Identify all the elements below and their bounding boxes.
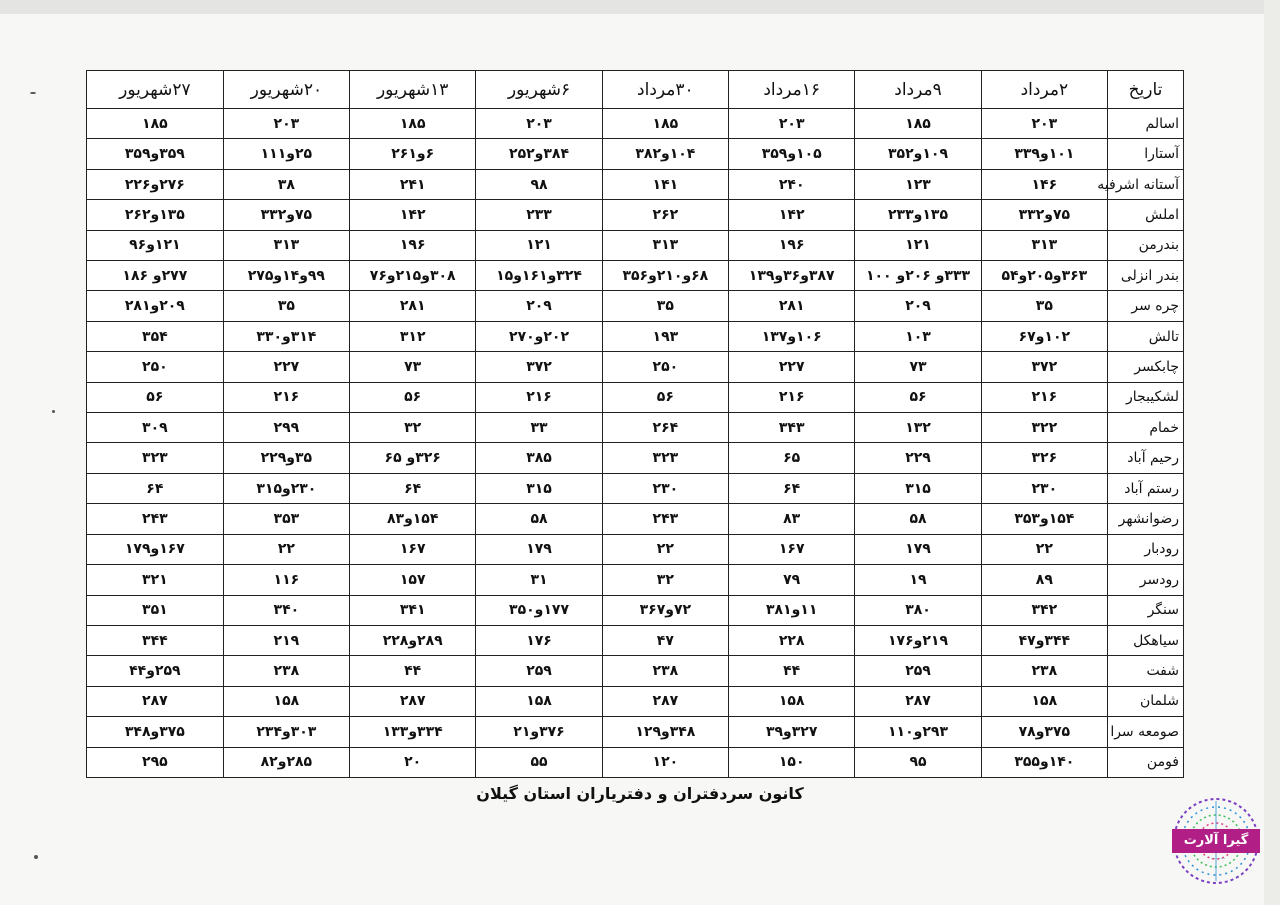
value-cell: ۳۵۱ (87, 595, 224, 625)
value-cell: ۲۴۱ (350, 169, 476, 199)
value-cell: ۳۵ (981, 291, 1107, 321)
value-cell: ۱۰۱و۳۳۹ (981, 139, 1107, 169)
value-cell: ۳۳۳و ۲۰۶و ۱۰۰ (855, 261, 981, 291)
city-cell: آستانه اشرفیه (1108, 169, 1184, 199)
value-cell: ۲۷۶و۲۲۶ (87, 169, 224, 199)
value-cell: ۱۲۰ (602, 747, 728, 777)
value-cell: ۳۱۳ (223, 230, 349, 260)
value-cell: ۱۴۲ (350, 200, 476, 230)
value-cell: ۲۱۹و۱۷۶ (855, 625, 981, 655)
value-cell: ۳۴۱ (350, 595, 476, 625)
value-cell: ۱۸۵ (602, 109, 728, 139)
value-cell: ۱۲۱و۹۶ (87, 230, 224, 260)
value-cell: ۱۰۶و۱۳۷ (729, 321, 855, 351)
date-header: ۳۰مرداد (602, 71, 728, 109)
value-cell: ۳۰۹ (87, 413, 224, 443)
table-row (87, 686, 1184, 716)
logo-text: گیرا آلارت (1172, 829, 1260, 853)
value-cell: ۱۰۲و۶۷ (981, 321, 1107, 351)
value-cell: ۱۷۶ (476, 625, 602, 655)
value-cell: ۱۹۳ (602, 321, 728, 351)
value-cell: ۷۹ (729, 565, 855, 595)
value-cell: ۳۷۵و۳۴۸ (87, 717, 224, 747)
value-cell: ۶۴ (87, 473, 224, 503)
value-cell: ۱۳۲ (855, 413, 981, 443)
value-cell: ۱۰۳ (855, 321, 981, 351)
city-cell: خمام (1108, 413, 1184, 443)
city-cell: فومن (1108, 747, 1184, 777)
value-cell: ۱۵۴و۸۳ (350, 504, 476, 534)
value-cell: ۲۳۰ (981, 473, 1107, 503)
value-cell: ۲۸۱ (729, 291, 855, 321)
value-cell: ۲۸۷ (350, 686, 476, 716)
city-cell: رودسر (1108, 565, 1184, 595)
value-cell: ۱۴۱ (602, 169, 728, 199)
value-cell: ۱۶۷ (350, 534, 476, 564)
city-cell: شفت (1108, 656, 1184, 686)
value-cell: ۳۱۳ (981, 230, 1107, 260)
value-cell: ۱۵۸ (981, 686, 1107, 716)
table-row (87, 291, 1184, 321)
table-row (87, 504, 1184, 534)
value-cell: ۱۵۸ (476, 686, 602, 716)
value-cell: ۳۲۱ (87, 565, 224, 595)
city-cell: رودبار (1108, 534, 1184, 564)
value-cell: ۳۱ (476, 565, 602, 595)
value-cell: ۳۲۳ (87, 443, 224, 473)
value-cell: ۲۳۸ (223, 656, 349, 686)
city-cell: رضوانشهر (1108, 504, 1184, 534)
value-cell: ۳۴۰ (223, 595, 349, 625)
value-cell: ۳۵۹و۳۵۹ (87, 139, 224, 169)
value-cell: ۳۵ (223, 291, 349, 321)
value-cell: ۱۷۹ (476, 534, 602, 564)
value-cell: ۲۴۳ (602, 504, 728, 534)
value-cell: ۱۹۶ (350, 230, 476, 260)
city-cell: سیاهکل (1108, 625, 1184, 655)
value-cell: ۲۵۹ (855, 656, 981, 686)
value-cell: ۶۴ (350, 473, 476, 503)
city-cell: رستم آباد (1108, 473, 1184, 503)
value-cell: ۵۶ (855, 382, 981, 412)
value-cell: ۲۲۷ (223, 352, 349, 382)
value-cell: ۶۴ (729, 473, 855, 503)
value-cell: ۵۵ (476, 747, 602, 777)
value-cell: ۲۲ (602, 534, 728, 564)
date-header: ۶شهریور (476, 71, 602, 109)
table-row (87, 625, 1184, 655)
value-cell: ۲۱۶ (729, 382, 855, 412)
value-cell: ۱۰۴و۳۸۲ (602, 139, 728, 169)
value-cell: ۱۵۸ (223, 686, 349, 716)
footer-caption: کانون سردفتران و دفتریاران استان گیلان (476, 784, 804, 803)
value-cell: ۱۵۸ (729, 686, 855, 716)
city-cell: آستارا (1108, 139, 1184, 169)
value-cell: ۳۲۷و۳۹ (729, 717, 855, 747)
value-cell: ۲۱۹ (223, 625, 349, 655)
table-row (87, 109, 1184, 139)
city-cell: چره سر (1108, 291, 1184, 321)
value-cell: ۲۳۸ (602, 656, 728, 686)
value-cell: ۲۶۲ (602, 200, 728, 230)
value-cell: ۱۰۹و۳۵۲ (855, 139, 981, 169)
value-cell: ۳۰۸و۲۱۵و۷۶ (350, 261, 476, 291)
value-cell: ۲۵و۱۱۱ (223, 139, 349, 169)
value-cell: ۳۵و۲۲۹ (223, 443, 349, 473)
value-cell: ۳۱۴و۳۳۰ (223, 321, 349, 351)
scan-top-edge (0, 0, 1280, 14)
value-cell: ۹۵ (855, 747, 981, 777)
value-cell: ۲۴۰ (729, 169, 855, 199)
value-cell: ۱۶۷ (729, 534, 855, 564)
value-cell: ۷۳ (855, 352, 981, 382)
value-cell: ۱۵۴و۳۵۳ (981, 504, 1107, 534)
value-cell: ۲۵۰ (602, 352, 728, 382)
value-cell: ۲۰۹و۲۸۱ (87, 291, 224, 321)
value-cell: ۷۵و۳۳۲ (223, 200, 349, 230)
value-cell: ۲۸۷ (87, 686, 224, 716)
value-cell: ۳۶۳و۲۰۵و۵۴ (981, 261, 1107, 291)
table-row (87, 169, 1184, 199)
value-cell: ۶و۲۶۱ (350, 139, 476, 169)
value-cell: ۶۸و۲۱۰و۳۵۶ (602, 261, 728, 291)
value-cell: ۴۷ (602, 625, 728, 655)
table-row (87, 200, 1184, 230)
value-cell: ۷۵و۳۳۲ (981, 200, 1107, 230)
value-cell: ۱۴۲ (729, 200, 855, 230)
date-header: ۱۳شهریور (350, 71, 476, 109)
value-cell: ۱۴۶ (981, 169, 1107, 199)
header-row (87, 71, 1184, 109)
value-cell: ۲۰۳ (223, 109, 349, 139)
value-cell: ۲۸۷ (602, 686, 728, 716)
value-cell: ۷۲و۳۶۷ (602, 595, 728, 625)
value-cell: ۱۵۷ (350, 565, 476, 595)
table-row (87, 656, 1184, 686)
value-cell: ۲۹۳و۱۱۰ (855, 717, 981, 747)
watermark-logo (1166, 795, 1266, 895)
value-cell: ۲۰۲و۲۷۰ (476, 321, 602, 351)
value-cell: ۲۳۰و۳۱۵ (223, 473, 349, 503)
value-cell: ۲۸۹و۲۲۸ (350, 625, 476, 655)
value-cell: ۳۴۳ (729, 413, 855, 443)
table-row (87, 230, 1184, 260)
value-cell: ۲۸۷ (855, 686, 981, 716)
city-cell: املش (1108, 200, 1184, 230)
corner-header: تاریخ (1108, 71, 1184, 109)
value-cell: ۵۸ (855, 504, 981, 534)
value-cell: ۲۲۹ (855, 443, 981, 473)
value-cell: ۱۲۱ (476, 230, 602, 260)
value-cell: ۸۳ (729, 504, 855, 534)
value-cell: ۲۹۵ (87, 747, 224, 777)
value-cell: ۲۱۶ (981, 382, 1107, 412)
value-cell: ۲۸۵و۸۲ (223, 747, 349, 777)
value-cell: ۵۸ (476, 504, 602, 534)
value-cell: ۳۸۰ (855, 595, 981, 625)
value-cell: ۳۰۳و۲۳۴ (223, 717, 349, 747)
value-cell: ۱۶۷و۱۷۹ (87, 534, 224, 564)
city-cell: رحیم آباد (1108, 443, 1184, 473)
value-cell: ۳۱۵ (476, 473, 602, 503)
city-cell: اسالم (1108, 109, 1184, 139)
value-cell: ۳۸۵ (476, 443, 602, 473)
value-cell: ۶۵ (729, 443, 855, 473)
value-cell: ۳۵۳ (223, 504, 349, 534)
value-cell: ۳۷۶و۲۱ (476, 717, 602, 747)
table-row (87, 413, 1184, 443)
value-cell: ۳۷۲ (981, 352, 1107, 382)
table-row (87, 443, 1184, 473)
schedule-table (86, 70, 1184, 778)
value-cell: ۳۲۴و۱۶۱و۱۵ (476, 261, 602, 291)
value-cell: ۵۶ (602, 382, 728, 412)
value-cell: ۱۳۵و۲۶۲ (87, 200, 224, 230)
table-row (87, 534, 1184, 564)
value-cell: ۱۳۵و۲۳۳ (855, 200, 981, 230)
value-cell: ۲۰۹ (855, 291, 981, 321)
date-header: ۲۷شهریور (87, 71, 224, 109)
value-cell: ۱۷۷و۳۵۰ (476, 595, 602, 625)
value-cell: ۹۹و۱۴و۲۷۵ (223, 261, 349, 291)
value-cell: ۱۷۹ (855, 534, 981, 564)
value-cell: ۵۶ (87, 382, 224, 412)
value-cell: ۴۴ (729, 656, 855, 686)
value-cell: ۳۱۳ (602, 230, 728, 260)
date-header: ۱۶مرداد (729, 71, 855, 109)
value-cell: ۲۳۰ (602, 473, 728, 503)
value-cell: ۳۲۳ (602, 443, 728, 473)
value-cell: ۱۹۶ (729, 230, 855, 260)
value-cell: ۲۲ (223, 534, 349, 564)
value-cell: ۳۲۶ (981, 443, 1107, 473)
value-cell: ۲۷۷و ۱۸۶ (87, 261, 224, 291)
value-cell: ۲۱۶ (476, 382, 602, 412)
value-cell: ۳۷۵و۷۸ (981, 717, 1107, 747)
value-cell: ۲۶۴ (602, 413, 728, 443)
value-cell: ۳۲۶و ۶۵ (350, 443, 476, 473)
value-cell: ۲۱۶ (223, 382, 349, 412)
value-cell: ۲۳۳ (476, 200, 602, 230)
value-cell: ۳۴۸و۱۲۹ (602, 717, 728, 747)
value-cell: ۲۲۸ (729, 625, 855, 655)
value-cell: ۳۸۷و۳۶و۱۳۹ (729, 261, 855, 291)
value-cell: ۱۱و۳۸۱ (729, 595, 855, 625)
city-cell: چابکسر (1108, 352, 1184, 382)
value-cell: ۱۹ (855, 565, 981, 595)
value-cell: ۱۴۰و۳۵۵ (981, 747, 1107, 777)
scan-speck (34, 855, 38, 859)
value-cell: ۲۵۰ (87, 352, 224, 382)
value-cell: ۳۱۲ (350, 321, 476, 351)
city-cell: لشکیبجار (1108, 382, 1184, 412)
value-cell: ۲۰ (350, 747, 476, 777)
value-cell: ۲۰۳ (981, 109, 1107, 139)
table-row (87, 261, 1184, 291)
value-cell: ۳۲۲ (981, 413, 1107, 443)
table-row (87, 139, 1184, 169)
value-cell: ۱۲۳ (855, 169, 981, 199)
value-cell: ۲۸۱ (350, 291, 476, 321)
value-cell: ۳۲ (602, 565, 728, 595)
value-cell: ۲۰۳ (476, 109, 602, 139)
date-header: ۲مرداد (981, 71, 1107, 109)
table-body (87, 109, 1184, 778)
city-cell: بندر انزلی (1108, 261, 1184, 291)
table-row (87, 382, 1184, 412)
scan-speck (30, 92, 36, 94)
value-cell: ۲۰۹ (476, 291, 602, 321)
value-cell: ۲۲۷ (729, 352, 855, 382)
table-row (87, 717, 1184, 747)
city-cell: شلمان (1108, 686, 1184, 716)
value-cell: ۳۳۴و۱۳۳ (350, 717, 476, 747)
value-cell: ۵۶ (350, 382, 476, 412)
city-cell: بندرمن (1108, 230, 1184, 260)
value-cell: ۲۲ (981, 534, 1107, 564)
value-cell: ۱۸۵ (87, 109, 224, 139)
value-cell: ۳۳ (476, 413, 602, 443)
value-cell: ۲۰۳ (729, 109, 855, 139)
value-cell: ۱۸۵ (855, 109, 981, 139)
value-cell: ۳۴۲ (981, 595, 1107, 625)
date-header: ۲۰شهریور (223, 71, 349, 109)
value-cell: ۳۴۴و۴۷ (981, 625, 1107, 655)
value-cell: ۹۸ (476, 169, 602, 199)
scan-right-edge (1264, 0, 1280, 905)
value-cell: ۲۴۳ (87, 504, 224, 534)
city-cell: تالش (1108, 321, 1184, 351)
table-row (87, 352, 1184, 382)
value-cell: ۳۸۴و۲۵۲ (476, 139, 602, 169)
value-cell: ۱۰۵و۳۵۹ (729, 139, 855, 169)
table-row (87, 595, 1184, 625)
city-cell: سنگر (1108, 595, 1184, 625)
value-cell: ۳۸ (223, 169, 349, 199)
value-cell: ۸۹ (981, 565, 1107, 595)
value-cell: ۳۷۲ (476, 352, 602, 382)
table-row (87, 747, 1184, 777)
table-row (87, 565, 1184, 595)
value-cell: ۱۲۱ (855, 230, 981, 260)
city-cell: صومعه سرا (1108, 717, 1184, 747)
value-cell: ۱۸۵ (350, 109, 476, 139)
value-cell: ۲۳۸ (981, 656, 1107, 686)
value-cell: ۳۵ (602, 291, 728, 321)
value-cell: ۲۵۹ (476, 656, 602, 686)
table-row (87, 321, 1184, 351)
value-cell: ۳۵۴ (87, 321, 224, 351)
value-cell: ۳۲ (350, 413, 476, 443)
value-cell: ۲۵۹و۴۴ (87, 656, 224, 686)
value-cell: ۴۴ (350, 656, 476, 686)
value-cell: ۱۵۰ (729, 747, 855, 777)
scan-speck (52, 410, 55, 413)
value-cell: ۱۱۶ (223, 565, 349, 595)
value-cell: ۷۳ (350, 352, 476, 382)
date-header: ۹مرداد (855, 71, 981, 109)
value-cell: ۲۹۹ (223, 413, 349, 443)
value-cell: ۳۱۵ (855, 473, 981, 503)
value-cell: ۳۴۴ (87, 625, 224, 655)
table-row (87, 473, 1184, 503)
logo-subtext: ......... (1210, 855, 1226, 861)
